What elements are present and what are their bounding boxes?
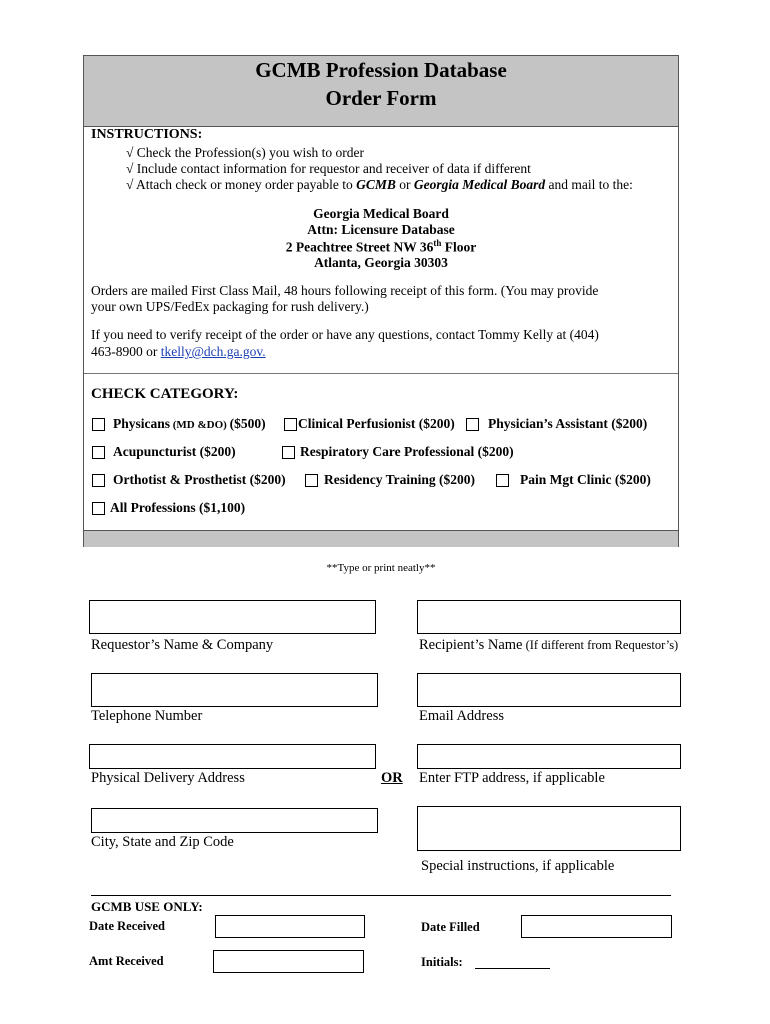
- recipient-name-field[interactable]: [417, 600, 681, 634]
- office-use-heading: GCMB USE ONLY:: [91, 899, 203, 914]
- telephone-field[interactable]: [91, 673, 378, 707]
- mail-note-line-2: your own UPS/FedEx packaging for rush delivery.): [91, 299, 369, 314]
- form-title-line1: GCMB Profession Database: [255, 58, 507, 82]
- clinical-perfusionist-checkbox[interactable]: [284, 418, 297, 431]
- instruction-item-1: √ Check the Profession(s) you wish to order: [126, 145, 364, 160]
- all-professions-label: All Professions ($1,100): [110, 500, 246, 515]
- physician-assistant-label: Physician’s Assistant ($200): [488, 416, 648, 431]
- address-line-3: 2 Peachtree Street NW 36th Floor: [285, 238, 477, 255]
- physical-address-label: Physical Delivery Address: [91, 770, 245, 786]
- date-filled-field[interactable]: [521, 915, 672, 938]
- instruction-item-2: √ Include contact information for requestor and receiver of data if different: [126, 161, 531, 176]
- email-field[interactable]: [417, 673, 681, 707]
- address-line-4: Atlanta, Georgia 30303: [314, 255, 448, 270]
- form-title-line2: Order Form: [325, 86, 437, 110]
- requestor-label: Requestor’s Name & Company: [91, 637, 274, 653]
- all-professions-checkbox[interactable]: [92, 502, 105, 515]
- pain-mgt-checkbox[interactable]: [496, 474, 509, 487]
- recipient-label: Recipient’s Name (If different from Requestor’s): [419, 637, 679, 653]
- special-instructions-label: Special instructions, if applicable: [421, 858, 615, 874]
- city-state-zip-label: City, State and Zip Code: [91, 834, 234, 850]
- ftp-address-field[interactable]: [417, 744, 681, 769]
- instructions-heading: INSTRUCTIONS:: [91, 127, 203, 142]
- acupuncturist-checkbox[interactable]: [92, 446, 105, 459]
- residency-training-checkbox[interactable]: [305, 474, 318, 487]
- initials-line[interactable]: [475, 968, 550, 969]
- respiratory-care-label: Respiratory Care Professional ($200): [300, 444, 514, 459]
- pain-mgt-label: Pain Mgt Clinic ($200): [520, 472, 651, 487]
- print-neatly-note: **Type or print neatly**: [326, 562, 436, 574]
- physician-assistant-checkbox[interactable]: [466, 418, 479, 431]
- initials-label: Initials:: [421, 955, 463, 969]
- address-line-2: Attn: Licensure Database: [307, 222, 455, 237]
- requestor-name-field[interactable]: [89, 600, 376, 634]
- date-received-field[interactable]: [215, 915, 365, 938]
- acupuncturist-label: Acupuncturist ($200): [113, 444, 236, 459]
- clinical-perfusionist-label: Clinical Perfusionist ($200): [298, 416, 455, 431]
- contact-line-2: 463-8900 or tkelly@dch.ga.gov.: [91, 344, 266, 359]
- residency-training-label: Residency Training ($200): [324, 472, 476, 487]
- mail-note-line-1: Orders are mailed First Class Mail, 48 hours following receipt of this form. (You may provide: [91, 283, 599, 298]
- physical-address-field[interactable]: [89, 744, 376, 769]
- bottom-band: [84, 530, 678, 547]
- contact-line-1: If you need to verify receipt of the order or have any questions, contact Tommy Kelly at (404): [91, 327, 599, 342]
- physicians-label: Physicans (MD &DO) ($500): [113, 416, 266, 431]
- contact-email-link[interactable]: tkelly@dch.ga.gov.: [160, 344, 266, 359]
- check-category-heading: CHECK CATEGORY:: [91, 386, 239, 402]
- address-line-1: Georgia Medical Board: [313, 206, 449, 221]
- email-label: Email Address: [419, 708, 504, 724]
- physicians-checkbox[interactable]: [92, 418, 105, 431]
- amt-received-label: Amt Received: [89, 954, 164, 968]
- city-state-zip-field[interactable]: [91, 808, 378, 833]
- orthotist-checkbox[interactable]: [92, 474, 105, 487]
- date-filled-label: Date Filled: [421, 920, 480, 934]
- respiratory-care-checkbox[interactable]: [282, 446, 295, 459]
- office-use-rule: [91, 895, 671, 896]
- telephone-label: Telephone Number: [91, 708, 203, 724]
- date-received-label: Date Received: [89, 919, 166, 933]
- ftp-label: Enter FTP address, if applicable: [419, 770, 605, 786]
- orthotist-label: Orthotist & Prosthetist ($200): [113, 472, 286, 487]
- section-divider: [84, 373, 678, 374]
- special-instructions-field[interactable]: [417, 806, 681, 851]
- instruction-item-3: √ Attach check or money order payable to GCMB or Georgia Medical Board and mail to the:: [126, 177, 633, 192]
- amt-received-field[interactable]: [213, 950, 364, 973]
- or-label: OR: [381, 770, 403, 786]
